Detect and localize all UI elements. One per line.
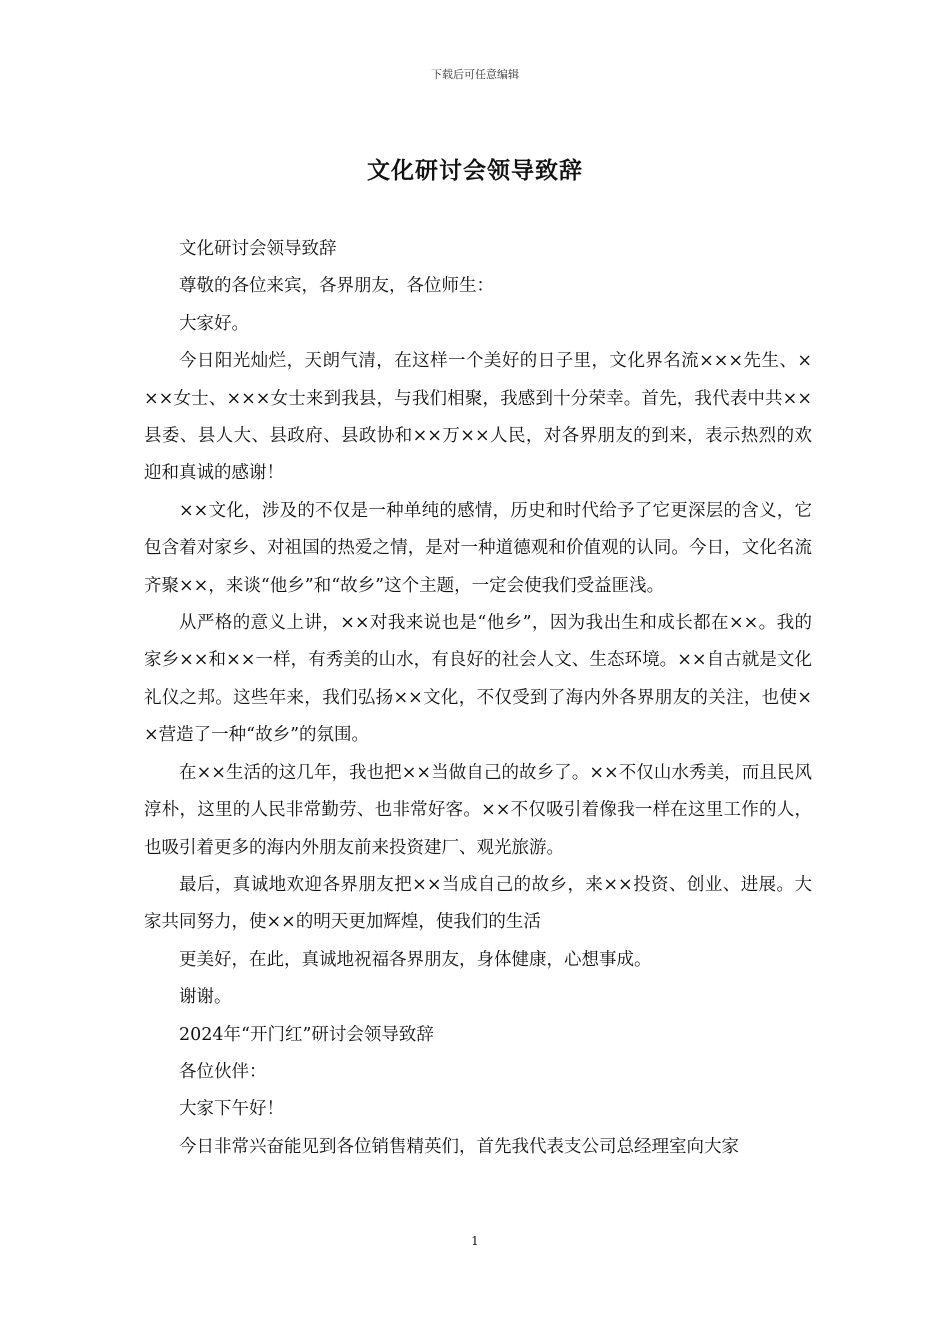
body-paragraph: 2024年“开门红”研讨会领导致辞 [179, 1024, 434, 1045]
body-paragraph: 今日阳光灿烂，天朗气清，在这样一个美好的日子里，文化界名流×××先生、×××女士、×××女士来到我县，与我们相聚，我感到十分荣幸。首先，我代表中共××县委、县人大、县政府、县政协和××万××人民，对各界朋友的到来，表示热烈的欢迎和真诚的感谢！ [144, 351, 812, 484]
body-paragraph: 更美好，在此，真诚地祝福各界朋友，身体健康，心想事成。 [179, 949, 652, 970]
body-paragraph: 谢谢。 [179, 987, 232, 1008]
document-body [144, 231, 812, 1166]
body-paragraph: ××文化，涉及的不仅是一种单纯的感情，历史和时代给予了它更深层的含义，它包含着对家乡、对祖国的热爱之情，是对一种道德观和价值观的认同。今日，文化名流齐聚××，来谈“他乡”和“故乡”这个主题，一定会使我们受益匪浅。 [144, 500, 812, 596]
page-header-note: 下载后可任意编辑 [431, 68, 519, 81]
document-title: 文化研讨会领导致辞 [367, 157, 583, 184]
body-paragraph: 大家好。 [179, 313, 249, 334]
body-paragraph: 从严格的意义上讲，××对我来说也是“他乡”，因为我出生和成长都在××。我的家乡××和××一样，有秀美的山水，有良好的社会人文、生态环境。××自古就是文化礼仪之邦。这些年来，我们弘扬××文化，不仅受到了海内外各界朋友的关注，也使××营造了一种“故乡”的氛围。 [144, 613, 812, 746]
body-paragraph: 尊敬的各位来宾，各界朋友，各位师生： [179, 276, 494, 297]
body-paragraph: 各位伙伴： [179, 1061, 267, 1082]
page-number: 1 [471, 1234, 479, 1248]
body-paragraph: 在××生活的这几年，我也把××当做自己的故乡了。××不仅山水秀美，而且民风淳朴，这里的人民非常勤劳、也非常好客。××不仅吸引着像我一样在这里工作的人，也吸引着更多的海内外朋友前来投资建厂、观光旅游。 [144, 762, 812, 858]
body-paragraph: 大家下午好！ [179, 1099, 284, 1120]
body-paragraph: 最后，真诚地欢迎各界朋友把××当成自己的故乡，来××投资、创业、进展。大家共同努力，使××的明天更加辉煌，使我们的生活 [144, 874, 812, 933]
body-paragraph: 文化研讨会领导致辞 [179, 239, 337, 259]
body-paragraph: 今日非常兴奋能见到各位销售精英们，首先我代表支公司总经理室向大家 [179, 1136, 739, 1157]
